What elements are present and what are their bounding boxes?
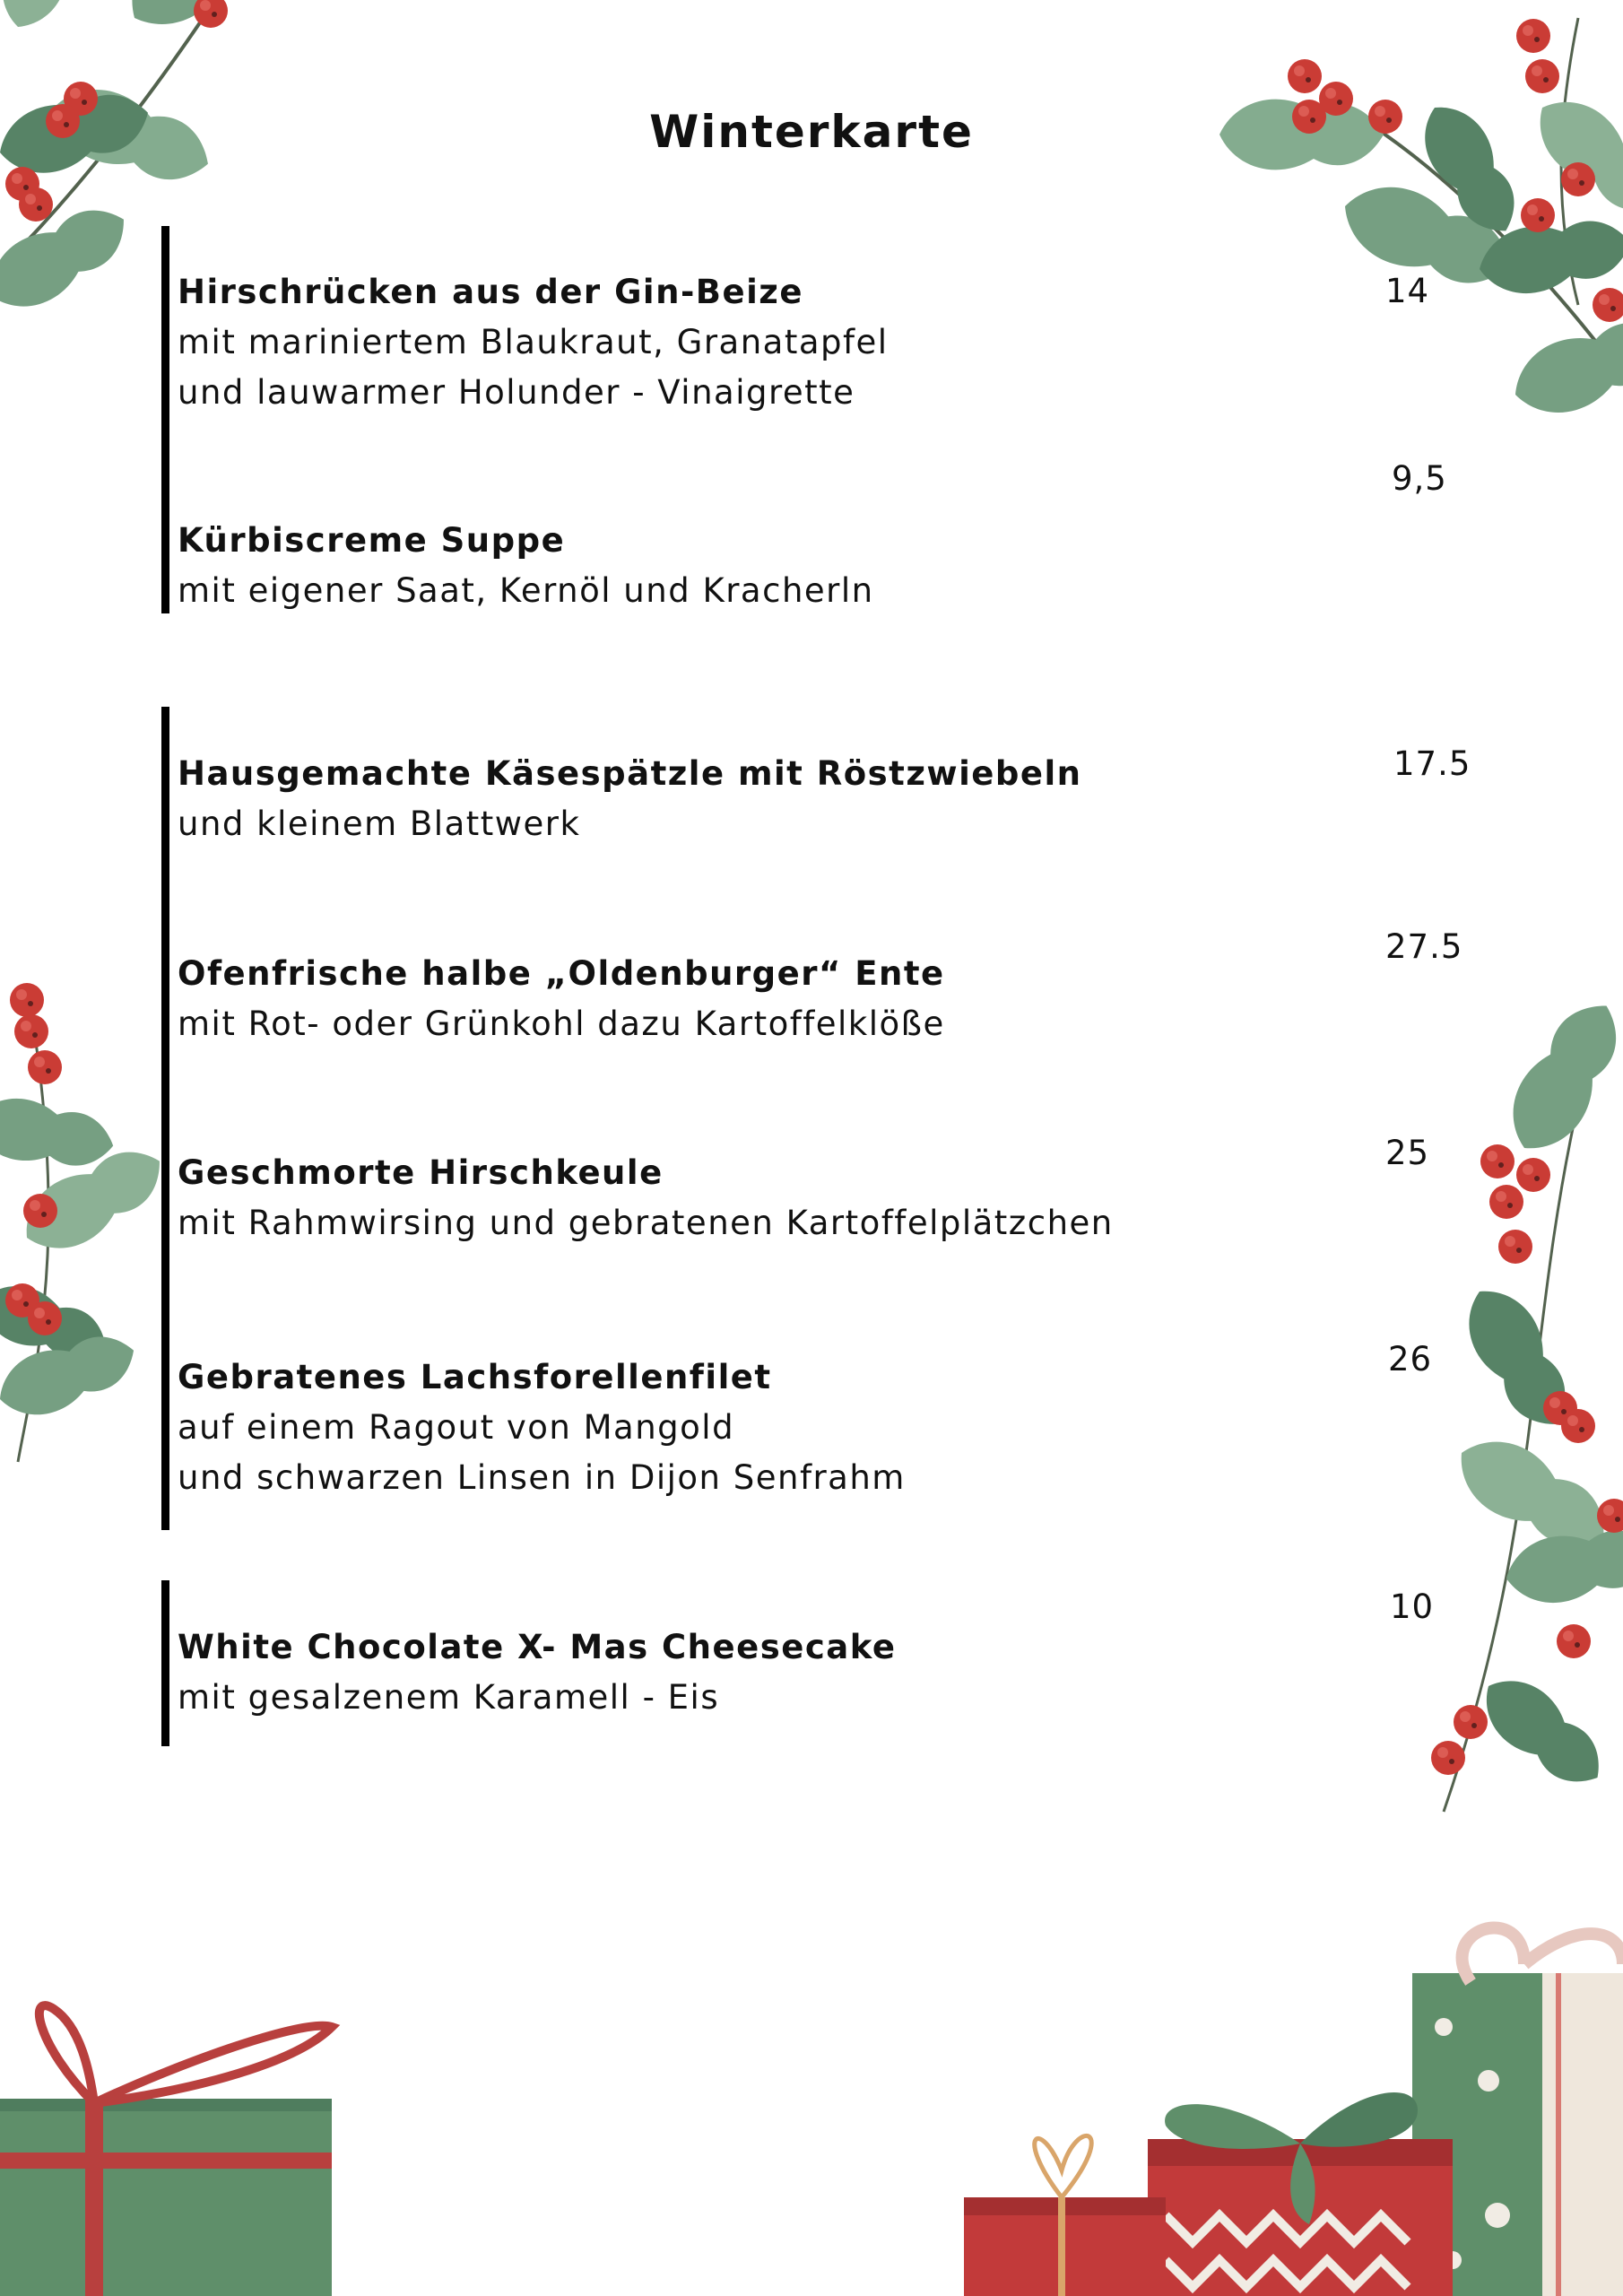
menu-item — [178, 1622, 1298, 1723]
menu-item — [178, 1147, 1298, 1248]
menu-item — [178, 266, 1298, 418]
dish-name: Geschmorte Hirschkeule — [178, 1153, 664, 1192]
dish-name: White Chocolate X- Mas Cheesecake — [178, 1628, 897, 1666]
menu-item — [178, 1352, 1298, 1503]
dish-price: 14 — [1385, 272, 1430, 310]
menu-item — [178, 948, 1298, 1049]
dish-description: mit eigener Saat, Kernöl und Kracherln — [178, 571, 874, 610]
menu-item — [178, 515, 1298, 616]
dish-name: Hirschrücken aus der Gin-Beize — [178, 273, 803, 311]
dish-price: 27.5 — [1385, 927, 1463, 966]
dish-description: mit mariniertem Blaukraut, Granatapfel — [178, 323, 889, 361]
dish-price: 17.5 — [1393, 744, 1471, 783]
dish-description: mit gesalzenem Karamell - Eis — [178, 1678, 720, 1717]
page-title: Winterkarte — [649, 106, 974, 158]
dish-description: auf einem Ragout von Mangold — [178, 1408, 735, 1447]
dish-name: Ofenfrische halbe „Oldenburger“ Ente — [178, 954, 945, 993]
section-divider-bar — [161, 1580, 169, 1746]
gift-box-icon — [0, 2005, 332, 2296]
section-divider-bar — [161, 707, 169, 1530]
dish-description: und schwarzen Linsen in Dijon Senfrahm — [178, 1458, 906, 1497]
dish-description: mit Rahmwirsing und gebratenen Kartoffelplätzchen — [178, 1204, 1114, 1242]
gift-box-icon — [964, 2135, 1166, 2296]
gift-box-icon — [1148, 2092, 1453, 2296]
dish-price: 25 — [1385, 1134, 1430, 1172]
holly-branch-icon — [0, 983, 176, 1462]
dish-description: und kleinem Blattwerk — [178, 804, 581, 843]
dish-name: Hausgemachte Käsespätzle mit Röstzwiebeln — [178, 754, 1082, 793]
dish-price: 26 — [1388, 1340, 1433, 1378]
dish-name: Gebratenes Lachsforellenfilet — [178, 1358, 772, 1396]
dish-description: mit Rot- oder Grünkohl dazu Kartoffelklöße — [178, 1004, 945, 1043]
menu-item — [178, 748, 1298, 849]
dish-description: und lauwarmer Holunder - Vinaigrette — [178, 373, 855, 412]
holly-branch-icon — [1431, 988, 1623, 1812]
dish-price: 9,5 — [1392, 459, 1447, 498]
dish-price: 10 — [1390, 1587, 1435, 1626]
section-divider-bar — [161, 226, 169, 613]
dish-name: Kürbiscreme Suppe — [178, 521, 566, 560]
